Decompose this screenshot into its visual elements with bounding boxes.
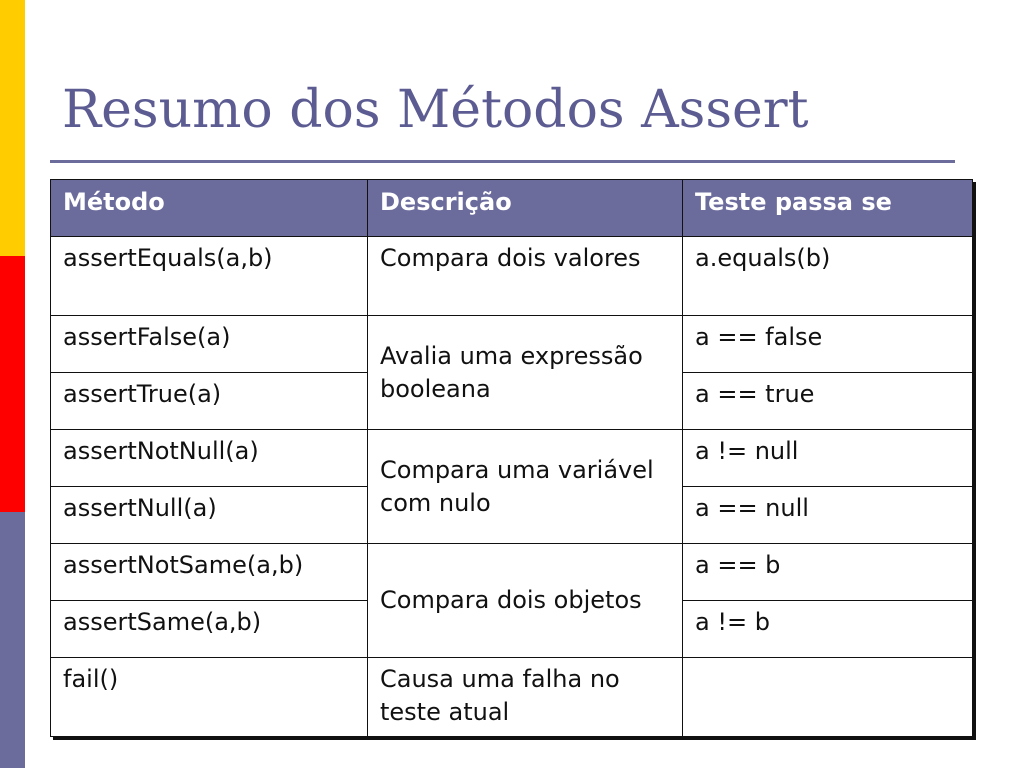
assert-methods-table — [50, 179, 973, 737]
left-stripe-yellow — [0, 0, 25, 256]
description-cell: Avalia uma expressão booleana — [368, 316, 683, 430]
table-row — [51, 430, 973, 487]
method-cell: assertFalse(a) — [51, 316, 368, 373]
passes-if-cell — [683, 658, 973, 737]
left-stripe-blue — [0, 512, 25, 768]
passes-if-cell: a.equals(b) — [683, 237, 973, 316]
passes-if-cell: a == false — [683, 316, 973, 373]
passes-if-cell: a == null — [683, 487, 973, 544]
description-cell: Compara dois valores — [368, 237, 683, 316]
method-cell: assertEquals(a,b) — [51, 237, 368, 316]
passes-if-cell: a != null — [683, 430, 973, 487]
description-cell: Causa uma falha no teste atual — [368, 658, 683, 737]
description-cell: Compara uma variável com nulo — [368, 430, 683, 544]
method-cell: assertNotNull(a) — [51, 430, 368, 487]
description-cell: Compara dois objetos — [368, 544, 683, 658]
passes-if-cell: a != b — [683, 601, 973, 658]
method-cell: assertTrue(a) — [51, 373, 368, 430]
method-cell: assertSame(a,b) — [51, 601, 368, 658]
table-header-row — [51, 180, 973, 237]
column-header-passes-if: Teste passa se — [683, 180, 973, 237]
method-cell: assertNull(a) — [51, 487, 368, 544]
table-row — [51, 544, 973, 601]
column-header-method: Método — [51, 180, 368, 237]
method-cell: assertNotSame(a,b) — [51, 544, 368, 601]
method-cell: fail() — [51, 658, 368, 737]
passes-if-cell: a == b — [683, 544, 973, 601]
title-divider — [50, 160, 955, 163]
table-row — [51, 237, 973, 316]
left-stripe-red — [0, 256, 25, 512]
column-header-description: Descrição — [368, 180, 683, 237]
passes-if-cell: a == true — [683, 373, 973, 430]
table-row — [51, 316, 973, 373]
slide-title: Resumo dos Métodos Assert — [62, 80, 809, 140]
table-row — [51, 658, 973, 737]
